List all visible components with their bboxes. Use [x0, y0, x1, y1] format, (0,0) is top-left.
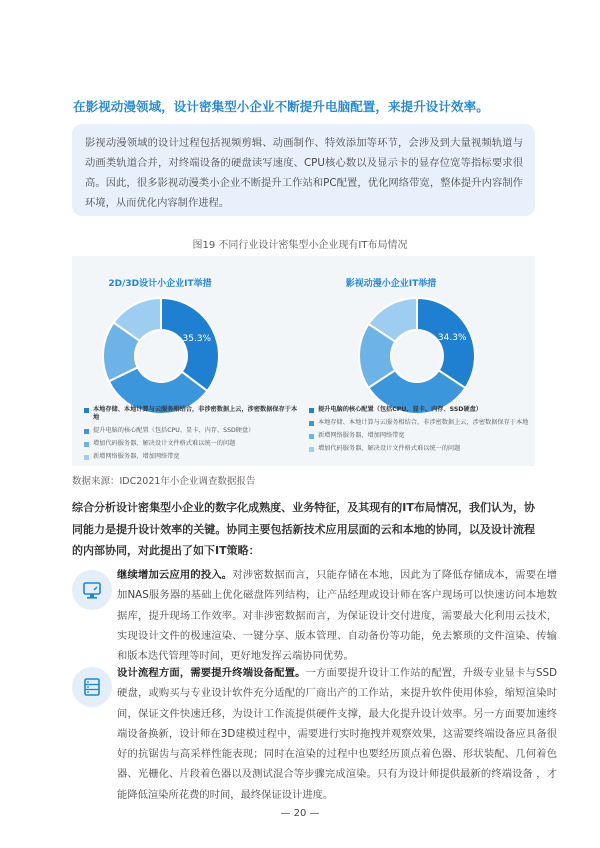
legend-label: 新增网络服务器，增加网络带宽 [318, 432, 405, 439]
item-2-text [117, 663, 557, 805]
summary-paragraph: 综合分析设计密集型小企业的数字化成熟度、业务特征，及其现有的IT布局情况，我们认为，协同能力是提升设计效率的关键。协同主要包括新技术应用层面的云和本地的协同，以及设计流程的内部协同，对此提出了如下IT策略： [72, 501, 535, 557]
page-number: — 20 — [280, 808, 320, 819]
legend-label: 本地存储、本地计算与云服务相结合，非涉密数据上云，涉密数据保存于本地 [318, 419, 529, 426]
legend-label: 增加代码服务器，解决设计文件格式难以统一的问题 [93, 440, 236, 447]
callout-text: 影视动漫领域的设计过程包括视频剪辑、动画制作、特效添加等环节，会涉及到大量视频轨道与动画类轨道合并，对终端设备的硬盘读写速度、CPU核心数以及显示卡的显存位宽等指标要求很高。因此，很多影视动漫类小企业不断提升工作站和PC配置，优化网络带宽，整体提升内容制作环境，从而优化内容制作进程。 [85, 137, 523, 209]
server-icon [72, 667, 112, 707]
legend-label: 提升电脑的核心配置（包括CPU、显卡、内存、SSD硬盘） [318, 406, 482, 413]
item-1-lead: 继续增加云应用的投入。 [117, 569, 233, 581]
legend-item [84, 406, 299, 422]
pie-slice-label: 34.3% [437, 333, 467, 344]
data-source: 数据来源：IDC2021年小企业调查数据报告 [72, 476, 256, 487]
legend-item [84, 440, 299, 448]
figure-caption: 图19 不同行业设计密集型小企业现有IT布局情况 [192, 240, 408, 251]
monitor-icon [72, 570, 112, 610]
pie-title-left: 2D/3D设计小企业IT举措 [108, 279, 212, 289]
item-1 [72, 570, 112, 610]
legend-item [309, 445, 529, 453]
legend-swatch [309, 434, 314, 439]
item-2-lead: 设计流程方面，需要提升终端设备配置。 [117, 667, 306, 679]
legend-swatch [309, 421, 314, 426]
pie-chart-right [359, 298, 475, 414]
legend-item [84, 427, 299, 435]
legend-right [309, 406, 529, 458]
legend-item [309, 419, 529, 427]
pie-chart-left [103, 298, 219, 414]
legend-swatch [84, 429, 89, 434]
legend-left [84, 406, 299, 466]
callout-box [72, 124, 535, 216]
legend-swatch [309, 408, 314, 413]
item-1-text [117, 565, 557, 666]
legend-label: 新增网络服务器，增加网络带宽 [93, 453, 180, 460]
item-1-body: 对涉密数据而言，只能存储在本地，因此为了降低存储成本，需要在增加NAS服务器的基础上优化磁盘阵列结构，让产品经理或设计师在客户现场可以快速访问本地数据库，提升现场工作效率。对非涉密数据而言，为保证设计交付进度，需要最大化利用云技术，实现设计文件的极速渲染、一键分享、版本管理、自动备份等功能，免去繁琐的文件渲染、传输和版本迭代管理等时间，更好地发挥云端协同优势。 [117, 569, 558, 663]
item-2 [72, 667, 112, 707]
legend-swatch [309, 447, 314, 452]
legend-label: 本地存储、本地计算与云服务相结合，非涉密数据上云，涉密数据保存于本地 [93, 406, 298, 421]
legend-item [309, 406, 529, 414]
legend-label: 增加代码服务器，解决设计文件格式难以统一的问题 [318, 445, 461, 452]
legend-item [309, 432, 529, 440]
legend-swatch [84, 442, 89, 447]
pie-slice-label: 35.3% [182, 334, 212, 345]
legend-item [84, 453, 299, 461]
pie-charts [72, 286, 535, 426]
chart-panel [72, 256, 535, 466]
section-heading: 在影视动漫领域，设计密集型小企业不断提升电脑配置，来提升设计效率。 [73, 99, 489, 114]
item-2-body: 一方面要提升设计工作站的配置，升级专业显卡与SSD硬盘，或购买与专业设计软件充分适配的厂商出产的工作站，来提升软件使用体验，缩短渲染时间，保证文件快速迁移，为设计工作流提供硬件支撑，最大化提升设计效率。另一方面要加速终端设备换新，设计师在3D建模过程中，需要进行实时拖拽并观察效果，这需要终端设备应具备很好的抗锯齿与高采样性能表现；同时在渲染的过程中也要经历顶点着色器、形状装配、几何着色器、光栅化、片段着色器以及测试混合等步骤完成渲染。只有为设计师提供最新的终端设备 ，才能降低渲染所花费的时间，最终保证设计进度。 [117, 667, 558, 801]
legend-swatch [84, 455, 89, 460]
legend-label: 提升电脑的核心配置（包括CPU、显卡、内存、SSD硬盘） [93, 427, 255, 434]
legend-swatch [84, 408, 89, 413]
pie-title-right: 影视动漫小企业IT举措 [345, 279, 437, 289]
